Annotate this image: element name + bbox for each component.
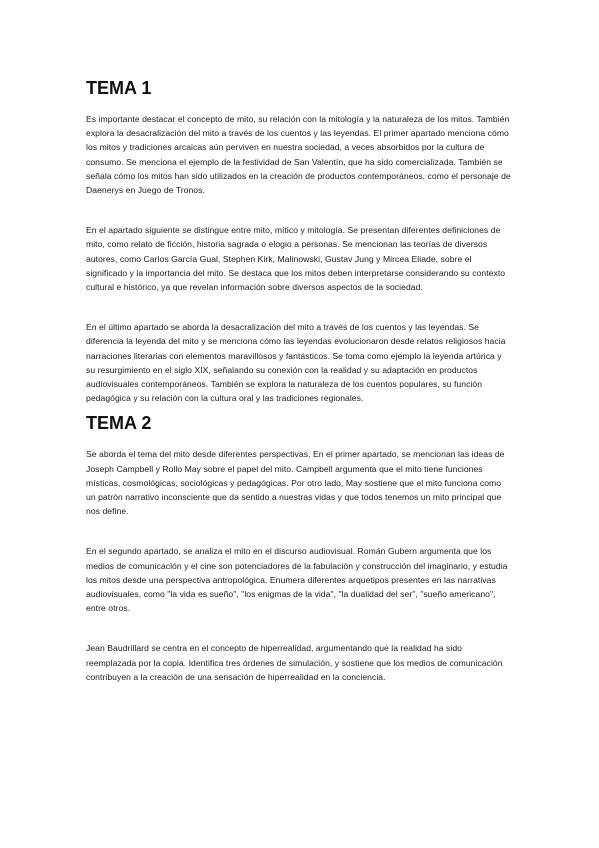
section-tema-1	[86, 76, 513, 405]
paragraph: Es importante destacar el concepto de mito, su relación con la mitología y la naturaleza de los mitos. También explora la desacralización del mito a través de los cuentos y las leyendas. El primer apartado menciona cómo los mitos y tradiciones arcaicas aún perviven en nuestra sociedad, a veces absorbidos por la cultura de consumo. Se menciona el ejemplo de la festividad de San Valentín, que ha sido comercializada. También se señala cómo los mitos han sido utilizados en la creación de productos contemporáneos, como el personaje de Daenerys en Juego de Tronos.	[86, 114, 511, 196]
paragraph-spacer	[86, 615, 513, 641]
paragraph-spacer	[86, 518, 513, 544]
paragraph: Jean Baudrillard se centra en el concepto de hiperrealidad, argumentando que la realidad ha sido reemplazada por la copia. Identifica tres órdenes de simulación, y sostiene que los medios de comunicación contribuyen a la creación de una sensación de hiperrealidad en la conciencia.	[86, 643, 503, 682]
section-tema-2	[86, 411, 513, 684]
paragraph: En el apartado siguiente se distingue entre mito, mítico y mitología. Se presentan diferentes definiciones de mito, como relato de ficción, historia sagrada o elogio a personas. Se mencionan las teorías de diversos autores, como Carlos García Gual, Stephen Kirk, Malinowski, Gustav Jung y Mircea Eliade, sobre el significado y la importancia del mito. Se destaca que los mitos deben interpretarse considerando su contexto cultural e histórico, ya que revelan información sobre diversos aspectos de la sociedad.	[86, 225, 506, 293]
paragraph-spacer	[86, 294, 513, 320]
paragraph: Se aborda el tema del mito desde diferentes perspectivas. En el primer apartado, se mencionan las ideas de Joseph Campbell y Rollo May sobre el papel del mito. Campbell argumenta que el mito tiene funciones místicas, cosmológicas, sociológicas y pedagógicas. Por otro lado, May sostiene que el mito funciona como un patrón narrativo inconsciente que da sentido a nuestras vidas y que todos tenemos un mito principal que nos define.	[86, 449, 505, 517]
section-title: TEMA 1	[86, 78, 152, 98]
section-title: TEMA 2	[86, 413, 152, 434]
paragraph: En el último apartado se aborda la desacralización del mito a través de los cuentos y las leyendas. Se diferencia la leyenda del mito y se menciona cómo las leyendas evolucionaron desde relatos religiosos hacia narraciones literarias con elementos maravillosos y fantásticos. Se toma como ejemplo la leyenda artúrica y su resurgimiento en el siglo XIX, señalando su conexión con la realidad y su adaptación en productos audiovisuales contemporáneos. También se explora la naturaleza de los cuentos populares, su función pedagógica y su relación con la cultura oral y las tradiciones regionales.	[86, 322, 506, 404]
paragraph-spacer	[86, 197, 513, 223]
paragraph: En el segundo apartado, se analiza el mito en el discurso audiovisual. Román Gubern argumenta que los medios de comunicación y el cine son potenciadores de la fabulación y construcción del imaginario, y estudia los mitos desde una perspectiva antropológica. Enumera diferentes arquetipos presentes en las narrativas audiovisuales, como "la vida es sueño", "los enigmas de la vida", "la dualidad del ser", "sueño americano", entre otros.	[86, 546, 508, 614]
